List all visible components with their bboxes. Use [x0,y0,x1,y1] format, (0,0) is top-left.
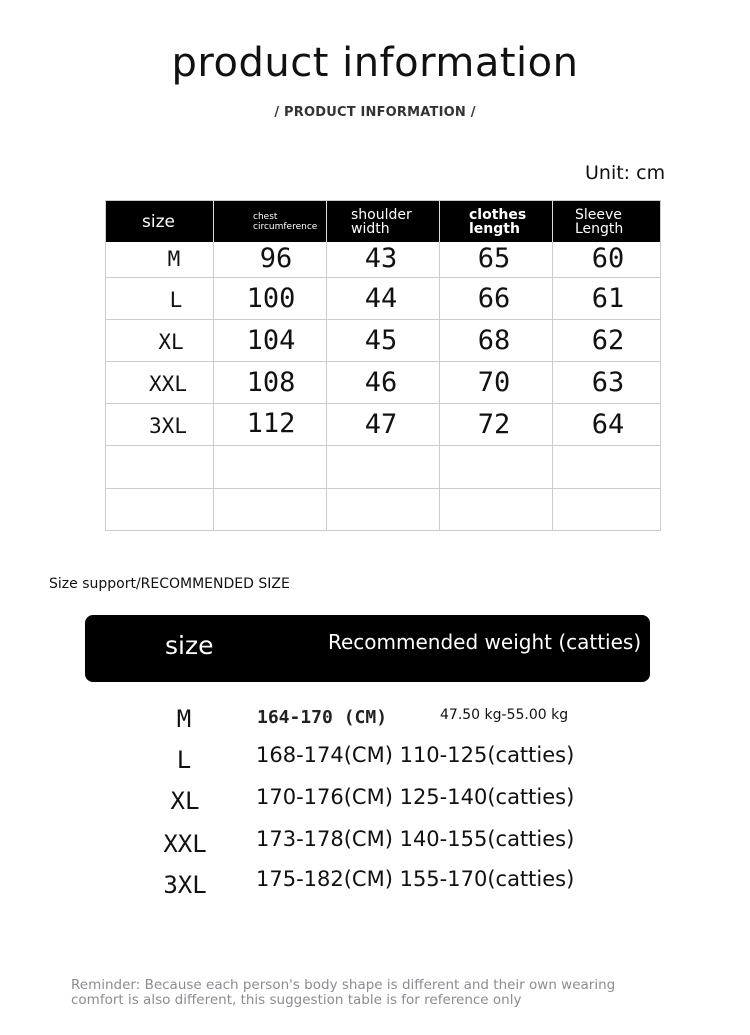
cell-chest: 108 [246,367,296,398]
cell-length: 72 [477,409,511,440]
table-header [106,201,660,242]
cell-length: 66 [477,283,511,314]
grid-line [106,361,660,362]
cell-chest: 112 [246,408,296,439]
recommendation-value-xl: 170-176(CM) 125-140(catties) [256,785,575,809]
cell-sleeve: 62 [591,325,625,356]
recommendation-size-xl: XL [170,787,200,815]
header-chest-line1: chest [253,211,278,222]
grid-line [106,319,660,320]
grid-line [106,445,660,446]
header-shoulder [327,201,440,242]
page-title: product information [171,40,579,86]
cell-length: 68 [477,325,511,356]
row-size-l: L [169,288,183,312]
grid-line [106,277,660,278]
page-subtitle: / PRODUCT INFORMATION / [274,105,476,120]
recommendation-value-3xl: 175-182(CM) 155-170(catties) [256,867,575,891]
cell-chest: 104 [246,325,296,356]
grid-line [106,403,660,404]
header-size-label: size [142,211,175,232]
header-length [440,201,553,242]
header-sleeve [553,201,660,242]
row-size-m: M [167,247,181,271]
cell-sleeve: 61 [591,283,625,314]
cell-chest: 100 [246,283,296,314]
header-sleeve-line2: Length [575,220,624,237]
cell-chest: 96 [259,243,293,274]
recommendation-size-l: L [176,746,192,774]
size-support-label: Size support/RECOMMENDED SIZE [49,576,290,592]
header-length-line1: clothes [469,206,527,223]
row-size-3xl: 3XL [149,414,187,438]
recommendation-header-weight: Recommended weight (catties) [328,630,642,654]
cell-shoulder: 47 [364,409,398,440]
row-size-xxl: XXL [149,372,187,396]
header-shoulder-line1: shoulder [351,206,412,223]
cell-shoulder: 43 [364,243,398,274]
recommendation-height-m: 164-170 (CM) [257,707,388,728]
reminder-text: Reminder: Because each person's body shape is different and their own wearing comfort is also different, this suggestion table is for reference only [71,977,616,1008]
row-size-xl: XL [158,330,184,354]
cell-sleeve: 64 [591,409,625,440]
cell-length: 70 [477,367,511,398]
grid-line [552,242,553,530]
cell-shoulder: 45 [364,325,398,356]
size-chart-table [105,200,661,531]
recommendation-value-xxl: 173-178(CM) 140-155(catties) [256,827,575,851]
cell-sleeve: 60 [591,243,625,274]
header-size [106,201,214,242]
header-shoulder-line2: width [351,220,390,237]
recommendation-value-l: 168-174(CM) 110-125(catties) [256,743,575,767]
recommendation-size-m: M [176,705,192,733]
grid-line [439,242,440,530]
cell-shoulder: 46 [364,367,398,398]
header-chest [214,201,327,242]
unit-label: Unit: cm [585,162,666,184]
recommendation-header-size: size [165,631,214,660]
recommendation-size-xxl: XXL [163,830,207,858]
recommendation-header-bar [85,615,650,682]
header-length-line2: length [469,220,520,237]
grid-line [326,242,327,530]
grid-line [213,242,214,530]
cell-shoulder: 44 [364,283,398,314]
recommendation-weight-m: 47.50 kg-55.00 kg [440,707,569,723]
recommendation-size-3xl: 3XL [163,871,207,899]
grid-line [106,488,660,489]
header-chest-line2: circumference [253,221,318,232]
cell-sleeve: 63 [591,367,625,398]
cell-length: 65 [477,243,511,274]
header-sleeve-line1: Sleeve [575,206,622,223]
